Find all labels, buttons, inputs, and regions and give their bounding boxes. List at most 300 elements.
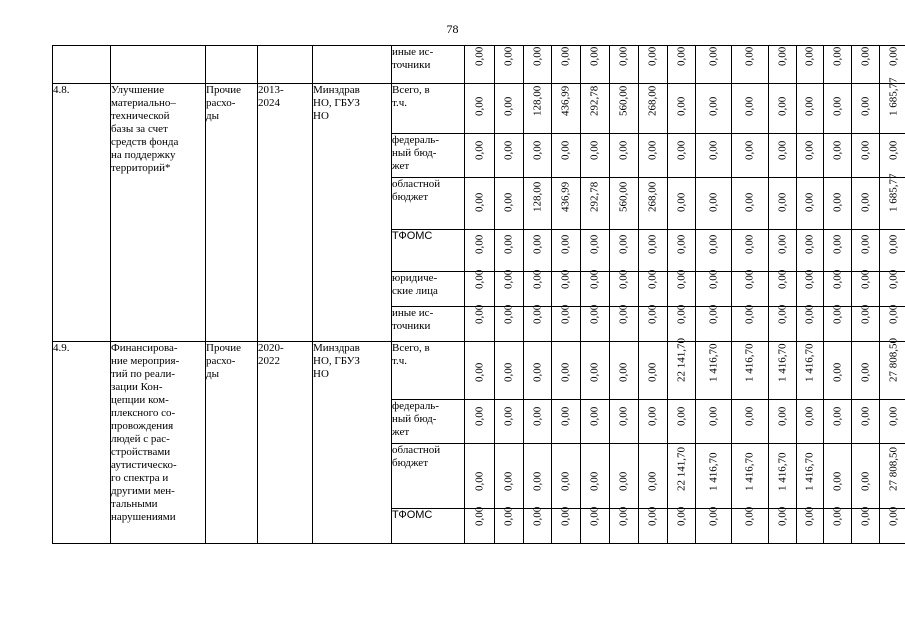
value-text: 0,00 bbox=[675, 140, 687, 160]
value-text: 0,00 bbox=[646, 362, 659, 382]
value-text: 1 416,70 bbox=[743, 452, 756, 491]
value-text: 0,00 bbox=[646, 140, 659, 160]
value-cell bbox=[880, 304, 905, 342]
value-text: 0,00 bbox=[473, 506, 485, 526]
value-cell bbox=[639, 269, 668, 307]
value-text: 0,00 bbox=[776, 406, 788, 426]
value-cell bbox=[668, 178, 696, 230]
value-cell bbox=[880, 400, 905, 444]
value-text: 0,00 bbox=[559, 234, 572, 254]
value-text: 0,00 bbox=[831, 234, 843, 254]
value-text: 0,00 bbox=[803, 46, 816, 66]
value-text: 0,00 bbox=[588, 406, 601, 426]
value-text: 0,00 bbox=[617, 46, 630, 66]
funding-source-label: Всего, в т.ч. bbox=[392, 84, 465, 134]
value-cell bbox=[610, 444, 639, 509]
value-text: 0,00 bbox=[803, 234, 816, 254]
value-text: 0,00 bbox=[646, 506, 659, 526]
value-cell bbox=[668, 506, 696, 544]
value-text: 0,00 bbox=[743, 234, 756, 254]
value-text: 0,00 bbox=[502, 46, 515, 66]
value-text: 0,00 bbox=[559, 506, 572, 526]
value-text: 0,00 bbox=[803, 269, 816, 289]
value-text: 0,00 bbox=[743, 304, 756, 324]
value-text: 0,00 bbox=[831, 506, 843, 526]
value-cell bbox=[797, 400, 824, 444]
value-text: 1 416,70 bbox=[707, 343, 719, 382]
value-cell bbox=[495, 304, 524, 342]
value-cell bbox=[824, 230, 852, 272]
value-text: 0,00 bbox=[743, 406, 756, 426]
value-text: 0,00 bbox=[473, 46, 485, 66]
value-cell bbox=[581, 342, 610, 400]
value-text: 0,00 bbox=[617, 140, 630, 160]
value-text: 0,00 bbox=[559, 362, 572, 382]
value-text: 0,00 bbox=[646, 269, 659, 289]
value-text: 0,00 bbox=[776, 304, 788, 324]
value-cell bbox=[852, 134, 880, 178]
value-text: 0,00 bbox=[559, 46, 572, 66]
empty-cell bbox=[258, 46, 313, 84]
value-cell bbox=[797, 304, 824, 342]
value-text: 0,00 bbox=[859, 506, 871, 526]
value-text: 1 416,70 bbox=[743, 343, 756, 382]
value-cell bbox=[581, 46, 610, 84]
funding-source-label: ТФОМС bbox=[392, 230, 465, 272]
value-text: 1 416,70 bbox=[776, 343, 788, 382]
value-cell bbox=[668, 84, 696, 134]
value-cell bbox=[639, 506, 668, 544]
value-cell bbox=[495, 134, 524, 178]
value-cell bbox=[852, 178, 880, 230]
value-text: 560,00 bbox=[617, 181, 630, 212]
funding-source-label: юридиче- ские лица bbox=[392, 272, 465, 307]
value-text: 0,00 bbox=[707, 269, 719, 289]
value-cell bbox=[639, 84, 668, 134]
value-cell bbox=[639, 400, 668, 444]
value-text: 0,00 bbox=[473, 96, 485, 116]
value-text: 0,00 bbox=[675, 506, 687, 526]
value-cell bbox=[668, 269, 696, 307]
value-text: 0,00 bbox=[707, 234, 719, 254]
item-expense-type: Прочие расхо- ды bbox=[206, 84, 258, 342]
value-cell bbox=[696, 506, 732, 544]
value-cell bbox=[824, 269, 852, 307]
value-cell bbox=[465, 304, 495, 342]
value-cell bbox=[732, 230, 769, 272]
value-text: 0,00 bbox=[803, 192, 816, 212]
value-cell bbox=[880, 338, 905, 400]
value-cell bbox=[797, 230, 824, 272]
value-text: 1 416,70 bbox=[803, 452, 816, 491]
funding-source-label: областной бюджет bbox=[392, 444, 465, 509]
value-text: 292,78 bbox=[588, 85, 601, 116]
value-text: 0,00 bbox=[707, 46, 719, 66]
value-text: 0,00 bbox=[803, 406, 816, 426]
value-text: 0,00 bbox=[531, 406, 543, 426]
value-text: 0,00 bbox=[675, 234, 687, 254]
value-cell bbox=[495, 230, 524, 272]
value-text: 0,00 bbox=[531, 140, 543, 160]
value-cell bbox=[465, 506, 495, 544]
value-text: 0,00 bbox=[776, 506, 788, 526]
value-cell bbox=[581, 84, 610, 134]
value-text: 0,00 bbox=[803, 506, 816, 526]
value-text: 0,00 bbox=[473, 304, 485, 324]
value-cell bbox=[552, 400, 581, 444]
value-cell bbox=[524, 304, 552, 342]
value-text: 560,00 bbox=[617, 85, 630, 116]
value-cell bbox=[524, 444, 552, 509]
value-cell bbox=[524, 400, 552, 444]
value-cell bbox=[495, 46, 524, 84]
value-text: 0,00 bbox=[502, 362, 515, 382]
item-number: 4.9. bbox=[53, 342, 111, 544]
value-cell bbox=[552, 342, 581, 400]
value-text: 128,00 bbox=[531, 85, 543, 116]
value-text: 0,00 bbox=[887, 304, 900, 324]
value-cell bbox=[668, 338, 696, 400]
value-text: 22 141,70 bbox=[675, 338, 687, 382]
value-cell bbox=[769, 304, 797, 342]
value-cell bbox=[639, 230, 668, 272]
value-cell bbox=[465, 269, 495, 307]
value-cell bbox=[696, 84, 732, 134]
value-cell bbox=[610, 506, 639, 544]
value-cell bbox=[495, 342, 524, 400]
value-text: 0,00 bbox=[831, 304, 843, 324]
value-text: 0,00 bbox=[707, 506, 719, 526]
value-cell bbox=[824, 400, 852, 444]
value-cell bbox=[668, 230, 696, 272]
value-text: 0,00 bbox=[531, 506, 543, 526]
value-text: 0,00 bbox=[859, 46, 871, 66]
value-text: 436,99 bbox=[559, 85, 572, 116]
value-cell bbox=[880, 506, 905, 544]
value-text: 0,00 bbox=[776, 140, 788, 160]
value-text: 0,00 bbox=[859, 471, 871, 491]
value-cell bbox=[732, 269, 769, 307]
value-text: 0,00 bbox=[502, 406, 515, 426]
value-cell bbox=[769, 506, 797, 544]
value-cell bbox=[732, 506, 769, 544]
value-cell bbox=[852, 342, 880, 400]
value-text: 268,00 bbox=[646, 85, 659, 116]
value-text: 0,00 bbox=[675, 192, 687, 212]
value-text: 0,00 bbox=[859, 140, 871, 160]
funding-source-label: федераль- ный бюд- жет bbox=[392, 134, 465, 178]
value-text: 0,00 bbox=[675, 96, 687, 116]
value-text: 0,00 bbox=[707, 406, 719, 426]
funding-source-label: иные ис- точники bbox=[392, 307, 465, 342]
value-cell bbox=[524, 269, 552, 307]
value-cell bbox=[732, 84, 769, 134]
value-text: 0,00 bbox=[473, 192, 485, 212]
value-cell bbox=[880, 444, 905, 509]
item-name: Финансирова- ние мероприя- тий по реали- зации Кон- цепции ком- плексного со- провождения людей с рас- стройствами аутистическо- го спектра и другими мен- тальными нарушениями bbox=[111, 342, 206, 544]
value-cell bbox=[797, 84, 824, 134]
value-text: 0,00 bbox=[887, 506, 900, 526]
value-text: 0,00 bbox=[473, 362, 485, 382]
value-cell bbox=[639, 134, 668, 178]
value-cell bbox=[769, 444, 797, 509]
value-cell bbox=[852, 304, 880, 342]
value-text: 0,00 bbox=[831, 269, 843, 289]
value-text: 0,00 bbox=[617, 269, 630, 289]
value-cell bbox=[465, 46, 495, 84]
value-text: 0,00 bbox=[559, 304, 572, 324]
value-text: 0,00 bbox=[831, 471, 843, 491]
value-text: 1 685,77 bbox=[887, 173, 900, 212]
value-text: 0,00 bbox=[859, 96, 871, 116]
value-text: 0,00 bbox=[559, 471, 572, 491]
item-number: 4.8. bbox=[53, 84, 111, 342]
value-cell bbox=[696, 178, 732, 230]
value-cell bbox=[552, 444, 581, 509]
item-period: 2020- 2022 bbox=[258, 342, 313, 544]
value-text: 0,00 bbox=[473, 234, 485, 254]
value-text: 0,00 bbox=[831, 406, 843, 426]
value-text: 0,00 bbox=[617, 471, 630, 491]
value-text: 0,00 bbox=[502, 269, 515, 289]
value-cell bbox=[668, 444, 696, 509]
value-cell bbox=[797, 178, 824, 230]
value-text: 0,00 bbox=[588, 506, 601, 526]
value-cell bbox=[732, 444, 769, 509]
budget-table bbox=[52, 45, 905, 544]
empty-cell bbox=[313, 46, 392, 84]
value-cell bbox=[732, 134, 769, 178]
value-cell bbox=[465, 134, 495, 178]
value-cell bbox=[696, 304, 732, 342]
value-cell bbox=[524, 134, 552, 178]
value-cell bbox=[880, 134, 905, 178]
value-cell bbox=[668, 304, 696, 342]
value-text: 0,00 bbox=[617, 362, 630, 382]
value-cell bbox=[495, 400, 524, 444]
value-cell bbox=[797, 342, 824, 400]
value-cell bbox=[552, 134, 581, 178]
value-cell bbox=[769, 46, 797, 84]
value-text: 0,00 bbox=[617, 304, 630, 324]
value-text: 0,00 bbox=[617, 506, 630, 526]
item-period: 2013- 2024 bbox=[258, 84, 313, 342]
empty-cell bbox=[53, 46, 111, 84]
value-text: 0,00 bbox=[707, 140, 719, 160]
value-cell bbox=[852, 46, 880, 84]
value-cell bbox=[824, 444, 852, 509]
value-cell bbox=[696, 134, 732, 178]
value-cell bbox=[696, 444, 732, 509]
value-text: 27 808,50 bbox=[887, 447, 900, 491]
value-cell bbox=[524, 342, 552, 400]
value-text: 0,00 bbox=[588, 304, 601, 324]
value-text: 0,00 bbox=[831, 192, 843, 212]
value-cell bbox=[852, 400, 880, 444]
value-text: 0,00 bbox=[776, 192, 788, 212]
value-text: 0,00 bbox=[588, 46, 601, 66]
value-cell bbox=[639, 342, 668, 400]
value-text: 0,00 bbox=[743, 506, 756, 526]
value-cell bbox=[581, 304, 610, 342]
value-cell bbox=[639, 46, 668, 84]
value-text: 0,00 bbox=[559, 140, 572, 160]
value-cell bbox=[769, 84, 797, 134]
value-cell bbox=[639, 304, 668, 342]
value-cell bbox=[769, 230, 797, 272]
value-text: 0,00 bbox=[675, 269, 687, 289]
value-text: 27 808,50 bbox=[887, 338, 900, 382]
value-cell bbox=[824, 304, 852, 342]
value-cell bbox=[552, 84, 581, 134]
value-text: 0,00 bbox=[675, 304, 687, 324]
value-text: 0,00 bbox=[646, 46, 659, 66]
value-text: 0,00 bbox=[803, 96, 816, 116]
value-cell bbox=[732, 46, 769, 84]
value-text: 1 685,77 bbox=[887, 77, 900, 116]
value-text: 0,00 bbox=[887, 406, 900, 426]
value-cell bbox=[465, 400, 495, 444]
value-text: 0,00 bbox=[743, 96, 756, 116]
value-cell bbox=[732, 178, 769, 230]
value-cell bbox=[732, 342, 769, 400]
value-text: 0,00 bbox=[887, 46, 900, 66]
value-cell bbox=[852, 230, 880, 272]
value-text: 0,00 bbox=[473, 471, 485, 491]
value-cell bbox=[852, 444, 880, 509]
value-cell bbox=[581, 178, 610, 230]
value-cell bbox=[465, 444, 495, 509]
value-cell bbox=[769, 342, 797, 400]
value-text: 0,00 bbox=[859, 362, 871, 382]
value-text: 0,00 bbox=[743, 140, 756, 160]
value-cell bbox=[581, 134, 610, 178]
value-cell bbox=[668, 400, 696, 444]
value-text: 436,99 bbox=[559, 181, 572, 212]
value-text: 0,00 bbox=[531, 269, 543, 289]
value-text: 0,00 bbox=[531, 471, 543, 491]
value-cell bbox=[880, 269, 905, 307]
table-row bbox=[53, 46, 905, 84]
value-text: 0,00 bbox=[743, 46, 756, 66]
page-number: 78 bbox=[446, 22, 459, 36]
value-cell bbox=[668, 46, 696, 84]
value-text: 0,00 bbox=[646, 406, 659, 426]
value-cell bbox=[824, 342, 852, 400]
value-cell bbox=[581, 400, 610, 444]
value-text: 0,00 bbox=[531, 304, 543, 324]
value-cell bbox=[610, 304, 639, 342]
value-text: 1 416,70 bbox=[707, 452, 719, 491]
value-text: 0,00 bbox=[559, 406, 572, 426]
value-cell bbox=[732, 304, 769, 342]
value-cell bbox=[797, 46, 824, 84]
value-text: 0,00 bbox=[588, 269, 601, 289]
funding-source-label: ТФОМС bbox=[392, 509, 465, 544]
value-text: 0,00 bbox=[743, 269, 756, 289]
value-cell bbox=[524, 506, 552, 544]
value-cell bbox=[465, 84, 495, 134]
value-cell bbox=[495, 178, 524, 230]
table-row bbox=[53, 342, 905, 400]
value-text: 0,00 bbox=[859, 269, 871, 289]
value-text: 0,00 bbox=[617, 234, 630, 254]
value-cell bbox=[610, 269, 639, 307]
value-text: 0,00 bbox=[502, 471, 515, 491]
value-text: 0,00 bbox=[776, 96, 788, 116]
value-cell bbox=[824, 84, 852, 134]
value-cell bbox=[610, 84, 639, 134]
value-text: 0,00 bbox=[617, 406, 630, 426]
value-text: 0,00 bbox=[502, 140, 515, 160]
value-cell bbox=[696, 342, 732, 400]
value-text: 0,00 bbox=[646, 471, 659, 491]
value-cell bbox=[524, 46, 552, 84]
value-text: 22 141,70 bbox=[675, 447, 687, 491]
value-cell bbox=[581, 230, 610, 272]
value-cell bbox=[797, 134, 824, 178]
value-cell bbox=[769, 134, 797, 178]
value-cell bbox=[610, 178, 639, 230]
value-text: 0,00 bbox=[502, 304, 515, 324]
value-text: 0,00 bbox=[859, 234, 871, 254]
value-cell bbox=[495, 444, 524, 509]
value-text: 0,00 bbox=[743, 192, 756, 212]
value-cell bbox=[581, 269, 610, 307]
value-text: 0,00 bbox=[588, 471, 601, 491]
value-text: 0,00 bbox=[502, 192, 515, 212]
value-text: 0,00 bbox=[707, 96, 719, 116]
value-text: 0,00 bbox=[531, 46, 543, 66]
value-text: 0,00 bbox=[675, 406, 687, 426]
value-text: 0,00 bbox=[831, 46, 843, 66]
funding-source-label: областной бюджет bbox=[392, 178, 465, 230]
value-cell bbox=[610, 400, 639, 444]
value-cell bbox=[552, 46, 581, 84]
item-name: Улучшение материально– технической базы за счет средств фонда на поддержку территорий* bbox=[111, 84, 206, 342]
value-cell bbox=[668, 134, 696, 178]
value-cell bbox=[769, 178, 797, 230]
value-text: 0,00 bbox=[887, 234, 900, 254]
value-cell bbox=[852, 269, 880, 307]
value-text: 0,00 bbox=[803, 304, 816, 324]
empty-cell bbox=[206, 46, 258, 84]
value-cell bbox=[581, 506, 610, 544]
value-cell bbox=[797, 506, 824, 544]
value-text: 0,00 bbox=[776, 269, 788, 289]
value-text: 0,00 bbox=[707, 304, 719, 324]
value-cell bbox=[696, 400, 732, 444]
value-cell bbox=[880, 173, 905, 230]
value-cell bbox=[552, 269, 581, 307]
value-cell bbox=[639, 178, 668, 230]
funding-source-label: федераль- ный бюд- жет bbox=[392, 400, 465, 444]
value-text: 0,00 bbox=[887, 140, 900, 160]
value-cell bbox=[552, 230, 581, 272]
value-cell bbox=[465, 230, 495, 272]
value-cell bbox=[797, 269, 824, 307]
value-text: 0,00 bbox=[887, 269, 900, 289]
value-cell bbox=[581, 444, 610, 509]
funding-source-label: Всего, в т.ч. bbox=[392, 342, 465, 400]
value-cell bbox=[852, 84, 880, 134]
value-text: 0,00 bbox=[473, 406, 485, 426]
value-cell bbox=[495, 84, 524, 134]
value-cell bbox=[610, 46, 639, 84]
value-text: 0,00 bbox=[502, 506, 515, 526]
item-executor: Минздрав НО, ГБУЗ НО bbox=[313, 84, 392, 342]
value-cell bbox=[552, 506, 581, 544]
